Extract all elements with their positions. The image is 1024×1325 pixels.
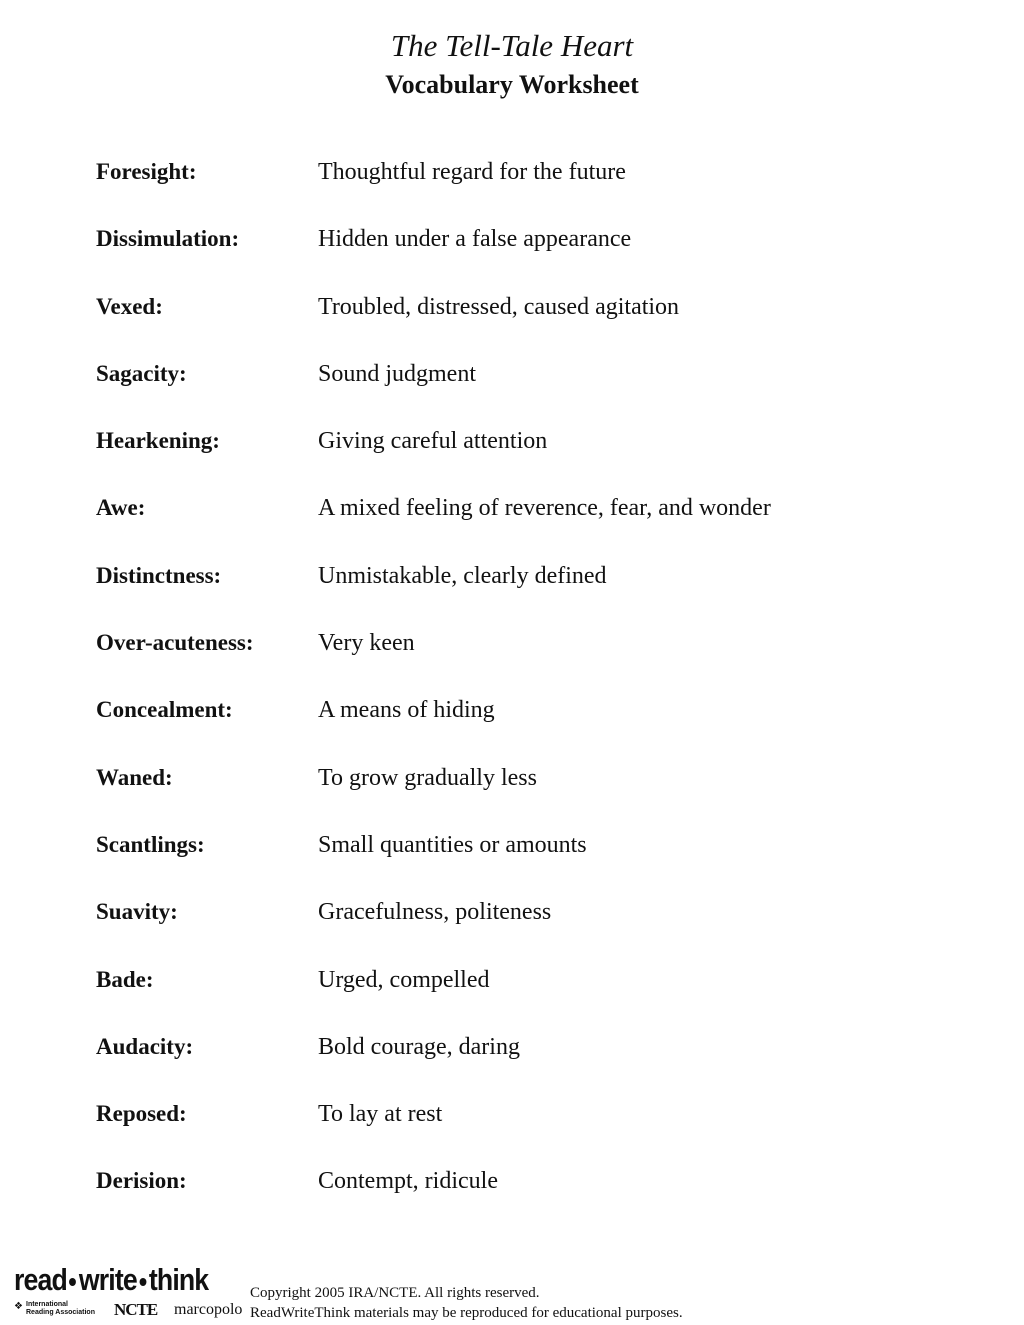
vocab-row (96, 828, 956, 895)
ira-mark-icon: ❖ (14, 1301, 23, 1312)
vocab-row (96, 1030, 956, 1097)
logo-word-read: read (14, 1262, 67, 1297)
ira-line1: International (26, 1301, 69, 1308)
vocab-row (96, 357, 956, 424)
copyright-line1: Copyright 2005 IRA/NCTE. All rights reserved. (250, 1285, 540, 1301)
vocab-definition: Unmistakable, clearly defined (318, 562, 607, 589)
copyright-notice (250, 1283, 683, 1323)
vocab-row (96, 559, 956, 626)
vocab-definition: Sound judgment (318, 360, 477, 387)
vocab-definition: Hidden under a false appearance (318, 226, 632, 253)
vocab-row (96, 424, 956, 491)
vocab-term: Derision: (96, 1168, 187, 1194)
vocab-row (96, 1097, 956, 1164)
vocab-definition: Troubled, distressed, caused agitation (318, 293, 680, 320)
vocab-term: Suavity: (96, 899, 178, 925)
vocab-row (96, 626, 956, 693)
vocab-term: Awe: (96, 495, 146, 521)
vocab-term: Distinctness: (96, 562, 222, 588)
vocab-definition: To lay at rest (318, 1101, 443, 1128)
vocab-term: Concealment: (96, 697, 233, 723)
vocab-definition: Very keen (318, 630, 415, 657)
vocab-term: Vexed: (96, 293, 163, 319)
vocab-row (96, 895, 956, 962)
vocab-row (96, 491, 956, 558)
worksheet-title: The Tell-Tale Heart (390, 28, 634, 63)
vocab-definition: Urged, compelled (318, 966, 490, 993)
copyright-line2: ReadWriteThink materials may be reproduced for educational purposes. (250, 1305, 683, 1321)
vocab-row (96, 761, 956, 828)
logo-word-write: write (78, 1262, 137, 1297)
vocab-definition: A mixed feeling of reverence, fear, and wonder (318, 495, 771, 522)
vocab-definition: Thoughtful regard for the future (318, 159, 626, 185)
vocab-term: Over-acuteness: (96, 630, 254, 656)
vocabulary-list (96, 155, 956, 1232)
vocab-term: Waned: (96, 764, 173, 790)
ira-logo (14, 1301, 116, 1317)
vocab-row (96, 222, 956, 289)
vocab-row (96, 1164, 956, 1231)
footer (14, 1262, 1014, 1322)
ncte-logo: NCTE (114, 1300, 158, 1319)
vocab-definition: Giving careful attention (318, 428, 548, 455)
vocab-definition: To grow gradually less (318, 764, 537, 791)
vocab-definition: Gracefulness, politeness (318, 899, 552, 926)
vocab-row (96, 693, 956, 760)
vocab-term: Audacity: (96, 1033, 194, 1059)
marcopolo-logo: marcopolo (174, 1301, 243, 1318)
logo-dot (69, 1278, 76, 1286)
vocab-term: Scantlings: (96, 831, 205, 857)
vocab-term: Foresight: (96, 159, 197, 184)
vocab-definition: Small quantities or amounts (318, 831, 587, 858)
vocab-row (96, 963, 956, 1030)
vocab-definition: Bold courage, daring (318, 1033, 520, 1060)
vocab-term: Hearkening: (96, 428, 220, 454)
vocab-row (96, 290, 956, 357)
readwritethink-logo (14, 1262, 243, 1322)
vocab-term: Dissimulation: (96, 226, 240, 252)
partner-logos (14, 1301, 242, 1319)
vocab-definition: A means of hiding (318, 697, 495, 724)
vocab-term: Sagacity: (96, 360, 187, 386)
logo-dot (139, 1278, 146, 1286)
logo-wordmark (14, 1262, 208, 1298)
vocab-term: Reposed: (96, 1101, 187, 1127)
worksheet-subtitle: Vocabulary Worksheet (385, 70, 639, 99)
vocab-definition: Contempt, ridicule (318, 1168, 498, 1195)
logo-word-think: think (148, 1262, 209, 1297)
vocab-term: Bade: (96, 966, 154, 992)
ira-line2: Reading Association (26, 1309, 95, 1316)
vocab-row (96, 155, 956, 222)
